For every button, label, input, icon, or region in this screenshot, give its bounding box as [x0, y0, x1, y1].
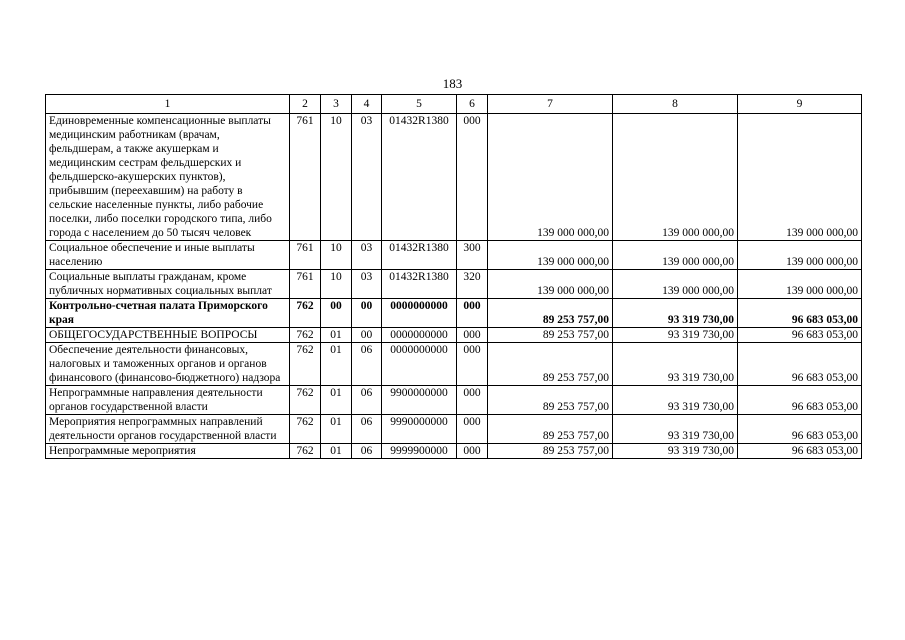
cell-amount-9: 96 683 053,00 — [738, 386, 862, 415]
cell-expense-type-code: 000 — [457, 415, 488, 444]
cell-amount-7: 89 253 757,00 — [488, 444, 613, 459]
cell-amount-8: 93 319 730,00 — [613, 328, 738, 343]
cell-ministry-code: 761 — [290, 241, 321, 270]
cell-expense-type-code: 000 — [457, 328, 488, 343]
row-name: Обеспечение деятельности финансовых, налоговых и таможенных органов и органов финансового (финансово-бюджетного) надзора — [46, 343, 290, 386]
row-name: Контрольно-счетная палата Приморского края — [46, 299, 290, 328]
column-header: 3 — [321, 95, 352, 114]
cell-amount-8: 139 000 000,00 — [613, 241, 738, 270]
table-header-row — [46, 95, 862, 114]
cell-subsection-code: 03 — [352, 241, 382, 270]
cell-amount-7: 139 000 000,00 — [488, 114, 613, 241]
cell-amount-9: 139 000 000,00 — [738, 114, 862, 241]
cell-expense-type-code: 000 — [457, 343, 488, 386]
cell-expense-type-code: 320 — [457, 270, 488, 299]
cell-subsection-code: 06 — [352, 415, 382, 444]
table-row — [46, 415, 862, 444]
cell-subsection-code: 06 — [352, 343, 382, 386]
cell-amount-9: 96 683 053,00 — [738, 343, 862, 386]
cell-amount-7: 139 000 000,00 — [488, 241, 613, 270]
table-row — [46, 343, 862, 386]
table-row — [46, 386, 862, 415]
cell-target-code: 01432R1380 — [382, 114, 457, 241]
cell-amount-8: 93 319 730,00 — [613, 343, 738, 386]
cell-amount-9: 96 683 053,00 — [738, 299, 862, 328]
row-name: Мероприятия непрограммных направлений деятельности органов государственной власти — [46, 415, 290, 444]
cell-amount-9: 96 683 053,00 — [738, 415, 862, 444]
table-row — [46, 270, 862, 299]
cell-expense-type-code: 000 — [457, 444, 488, 459]
row-name: Непрограммные мероприятия — [46, 444, 290, 459]
column-header: 7 — [488, 95, 613, 114]
cell-amount-7: 89 253 757,00 — [488, 299, 613, 328]
cell-amount-8: 139 000 000,00 — [613, 114, 738, 241]
cell-target-code: 9990000000 — [382, 415, 457, 444]
table-row — [46, 328, 862, 343]
table-row — [46, 114, 862, 241]
cell-ministry-code: 762 — [290, 328, 321, 343]
cell-amount-7: 139 000 000,00 — [488, 270, 613, 299]
cell-amount-7: 89 253 757,00 — [488, 343, 613, 386]
cell-expense-type-code: 000 — [457, 114, 488, 241]
cell-section-code: 00 — [321, 299, 352, 328]
budget-table — [45, 94, 862, 459]
column-header: 1 — [46, 95, 290, 114]
cell-subsection-code: 06 — [352, 444, 382, 459]
cell-expense-type-code: 000 — [457, 299, 488, 328]
column-header: 2 — [290, 95, 321, 114]
column-header: 4 — [352, 95, 382, 114]
cell-target-code: 0000000000 — [382, 299, 457, 328]
cell-subsection-code: 03 — [352, 270, 382, 299]
cell-section-code: 10 — [321, 270, 352, 299]
cell-amount-8: 93 319 730,00 — [613, 415, 738, 444]
row-name: ОБЩЕГОСУДАРСТВЕННЫЕ ВОПРОСЫ — [46, 328, 290, 343]
cell-expense-type-code: 300 — [457, 241, 488, 270]
cell-target-code: 9900000000 — [382, 386, 457, 415]
cell-amount-7: 89 253 757,00 — [488, 386, 613, 415]
column-header: 6 — [457, 95, 488, 114]
column-header: 5 — [382, 95, 457, 114]
cell-section-code: 01 — [321, 415, 352, 444]
cell-target-code: 9999900000 — [382, 444, 457, 459]
cell-section-code: 01 — [321, 328, 352, 343]
cell-target-code: 01432R1380 — [382, 270, 457, 299]
cell-subsection-code: 03 — [352, 114, 382, 241]
column-header: 8 — [613, 95, 738, 114]
cell-section-code: 01 — [321, 343, 352, 386]
cell-amount-9: 139 000 000,00 — [738, 241, 862, 270]
cell-amount-7: 89 253 757,00 — [488, 328, 613, 343]
cell-amount-8: 93 319 730,00 — [613, 299, 738, 328]
cell-amount-9: 96 683 053,00 — [738, 444, 862, 459]
cell-ministry-code: 762 — [290, 343, 321, 386]
row-name: Социальное обеспечение и иные выплаты населению — [46, 241, 290, 270]
cell-ministry-code: 762 — [290, 444, 321, 459]
cell-target-code: 0000000000 — [382, 328, 457, 343]
table-row — [46, 241, 862, 270]
table-row — [46, 444, 862, 459]
cell-ministry-code: 762 — [290, 415, 321, 444]
cell-amount-9: 96 683 053,00 — [738, 328, 862, 343]
column-header: 9 — [738, 95, 862, 114]
cell-target-code: 0000000000 — [382, 343, 457, 386]
cell-section-code: 01 — [321, 444, 352, 459]
cell-section-code: 01 — [321, 386, 352, 415]
cell-ministry-code: 762 — [290, 299, 321, 328]
cell-expense-type-code: 000 — [457, 386, 488, 415]
cell-subsection-code: 06 — [352, 386, 382, 415]
row-name: Единовременные компенсационные выплаты медицинским работникам (врачам, фельдшерам, а также акушеркам и медицинским сестрам фельдшерских и фельдшерско-акушерских пунктов), прибывшим (переехавшим) на работу в сельские населенные пункты, либо рабочие поселки, либо поселки городского типа, либо города с населением до 50 тысяч человек — [46, 114, 290, 241]
cell-section-code: 10 — [321, 114, 352, 241]
cell-subsection-code: 00 — [352, 299, 382, 328]
cell-section-code: 10 — [321, 241, 352, 270]
cell-amount-9: 139 000 000,00 — [738, 270, 862, 299]
cell-amount-8: 93 319 730,00 — [613, 386, 738, 415]
row-name: Непрограммные направления деятельности органов государственной власти — [46, 386, 290, 415]
page-number: 183 — [442, 76, 463, 91]
cell-amount-8: 93 319 730,00 — [613, 444, 738, 459]
cell-ministry-code: 761 — [290, 114, 321, 241]
cell-amount-7: 89 253 757,00 — [488, 415, 613, 444]
cell-subsection-code: 00 — [352, 328, 382, 343]
cell-target-code: 01432R1380 — [382, 241, 457, 270]
cell-ministry-code: 762 — [290, 386, 321, 415]
cell-ministry-code: 761 — [290, 270, 321, 299]
table-row — [46, 299, 862, 328]
cell-amount-8: 139 000 000,00 — [613, 270, 738, 299]
row-name: Социальные выплаты гражданам, кроме публичных нормативных социальных выплат — [46, 270, 290, 299]
